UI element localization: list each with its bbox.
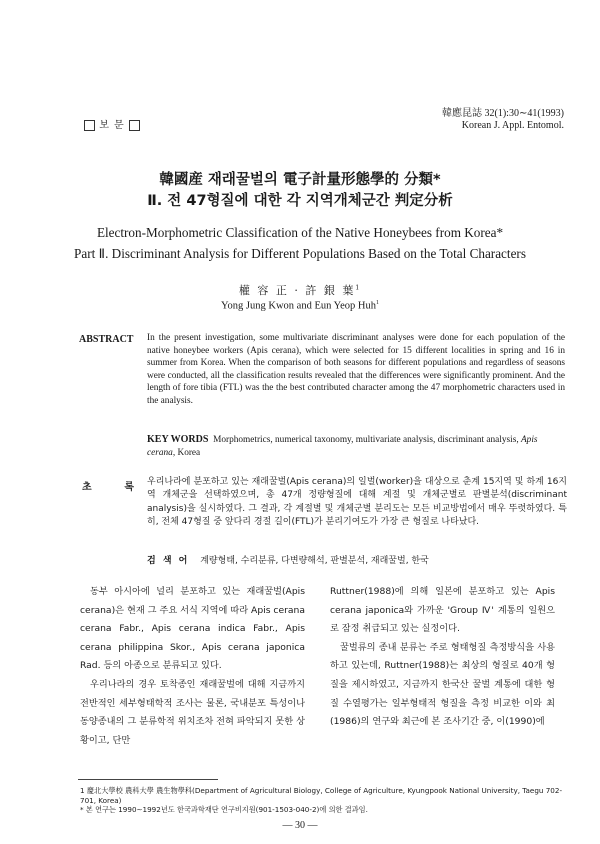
authors-korean: 權 容 正 · 許 銀 葉$^1$ — [238, 284, 362, 297]
keywords-species: Apis cerana — [147, 435, 538, 458]
english-title-line-2: Part Ⅱ. Discriminant Analysis for Different Populations Based on the Total Characters — [74, 246, 526, 261]
korean-title-line-2: Ⅱ. 전 47형질에 대한 각 지역개체군간 判定分析 — [147, 193, 453, 209]
english-title-line-1: Electron-Morphometric Classification of the Native Honeybees from Korea* — [96, 225, 504, 240]
korean-keywords — [147, 553, 567, 566]
bracket-box-icon — [129, 120, 140, 131]
page-number: — 30 — — [282, 820, 318, 831]
bracket-box-icon — [84, 120, 95, 131]
authors-english: Yong Jung Kwon and Eun Yeop Huh$^1$ — [221, 300, 379, 312]
korean-abstract-label: 초 록 — [82, 482, 134, 493]
korean-keywords-label: 검 색 어 — [147, 556, 190, 566]
abstract-text: In the present investigation, some multivariate discriminant analyses were done for each population of the native honeybee workers (Apis cerana), which were selected for 15 different localities in spring and 16 in summer from Korea. When the comparison of both seasons for different populations and regardless of seasons were conducted, all the classification results revealed that the differences were significantly prominent. And the length of fore tibia (FTL) was the the best contributed character among the 47 morphometric characters used in the analysis. — [147, 333, 565, 406]
body-paragraph: 우리나라의 경우 토착종인 재래꿀벌에 대해 지금까지 전반적인 세부형태학적 조사는 물론, 국내분포 특성이나 동양종내의 그 분류학적 위치조차 전혀 파악되지 못한 상황이고, 단만 — [80, 678, 305, 746]
abstract-label: ABSTRACT — [79, 334, 134, 345]
journal-citation — [442, 108, 564, 132]
keywords: KEY WORDS Morphometrics, numerical taxonomy, multivariate analysis, discriminant analysis, Apis cerana, Korea — [147, 434, 538, 458]
body-paragraph: 꿀벌류의 종내 분류는 주로 형태형질 측정방식을 사용하고 있는데, Ruttner(1988)는 최상의 형질로 40개 형질을 제시하였고, 지금까지 한국산 꿀벌 계통에 대한 형질 수열평가는 일부형태적 형질을 측정 비교한 이와 최(1986)의 연구와 최근에 본 조사기간 중, 이(1990)에 — [330, 641, 555, 728]
body-right-column — [330, 583, 555, 732]
journal-line-2: Korean J. Appl. Entomol. — [461, 120, 564, 131]
korean-abstract-text: 우리나라에 분포하고 있는 재래꿀벌(Apis cerana)의 일벌(worker)을 대상으로 춘계 15지역 및 하계 16지역 개체군을 선택하였으며, 총 47개 정량형질에 대해 계절 및 개체군별로 판별분석(discriminant analysis)을 실시하였다. 그 결과, 각 계절별 및 개체군별 분리도는 모든 비교방법에서 매우 뚜렷하였다. 특히, 전체 47형질 중 앞다리 경절 길이(FTL)가 분리기여도가 가장 큰 형질로 나타났다. — [147, 477, 567, 528]
keywords-label: KEY WORDS — [147, 434, 209, 445]
body-paragraph: 동부 아시아에 널리 분포하고 있는 재래꿀벌(Apis cerana)은 현재 그 주요 서식 지역에 따라 Apis cerana cerana Fabr., Apis cerana indica Fabr., Apis cerana philippina Skor., Apis cerana japonica Rad. 등의 아종으로 분류되고 있다. — [80, 586, 305, 672]
footnote-divider — [78, 779, 218, 780]
footnote-2: * 본 연구는 1990∼1992년도 한국과학재단 연구비지원(901-1503-040-2)에 의한 결과임. — [80, 805, 368, 815]
footnote-1: 1 慶北大學校 農科大學 農生物學科(Department of Agricultural Biology, College of Agriculture, Kyungpook National University, Taegu 702-701, Korea) — [80, 786, 563, 805]
document-type-label: 보 문 — [84, 116, 140, 131]
korean-keywords-text: 계량형태, 수리분류, 다변량해석, 판별분석, 재래꿀벌, 한국 — [200, 556, 429, 566]
journal-line-1: 韓應昆誌 32(1):30∼41(1993) — [442, 108, 564, 119]
body-paragraph: Ruttner(1988)에 의해 일본에 분포하고 있는 Apis cerana japonica와 가까운 'Group Ⅳ' 계통의 일원으로 잠정 취급되고 있는 실정이다. — [330, 586, 555, 635]
body-left-column — [80, 583, 305, 750]
footnotes — [80, 786, 570, 815]
korean-title-line-1: 韓國産 재래꿀벌의 電子計量形態學的 分類* — [159, 172, 441, 188]
keywords-text: Morphometrics, numerical taxonomy, multivariate analysis, discriminant analysis, — [213, 435, 519, 445]
